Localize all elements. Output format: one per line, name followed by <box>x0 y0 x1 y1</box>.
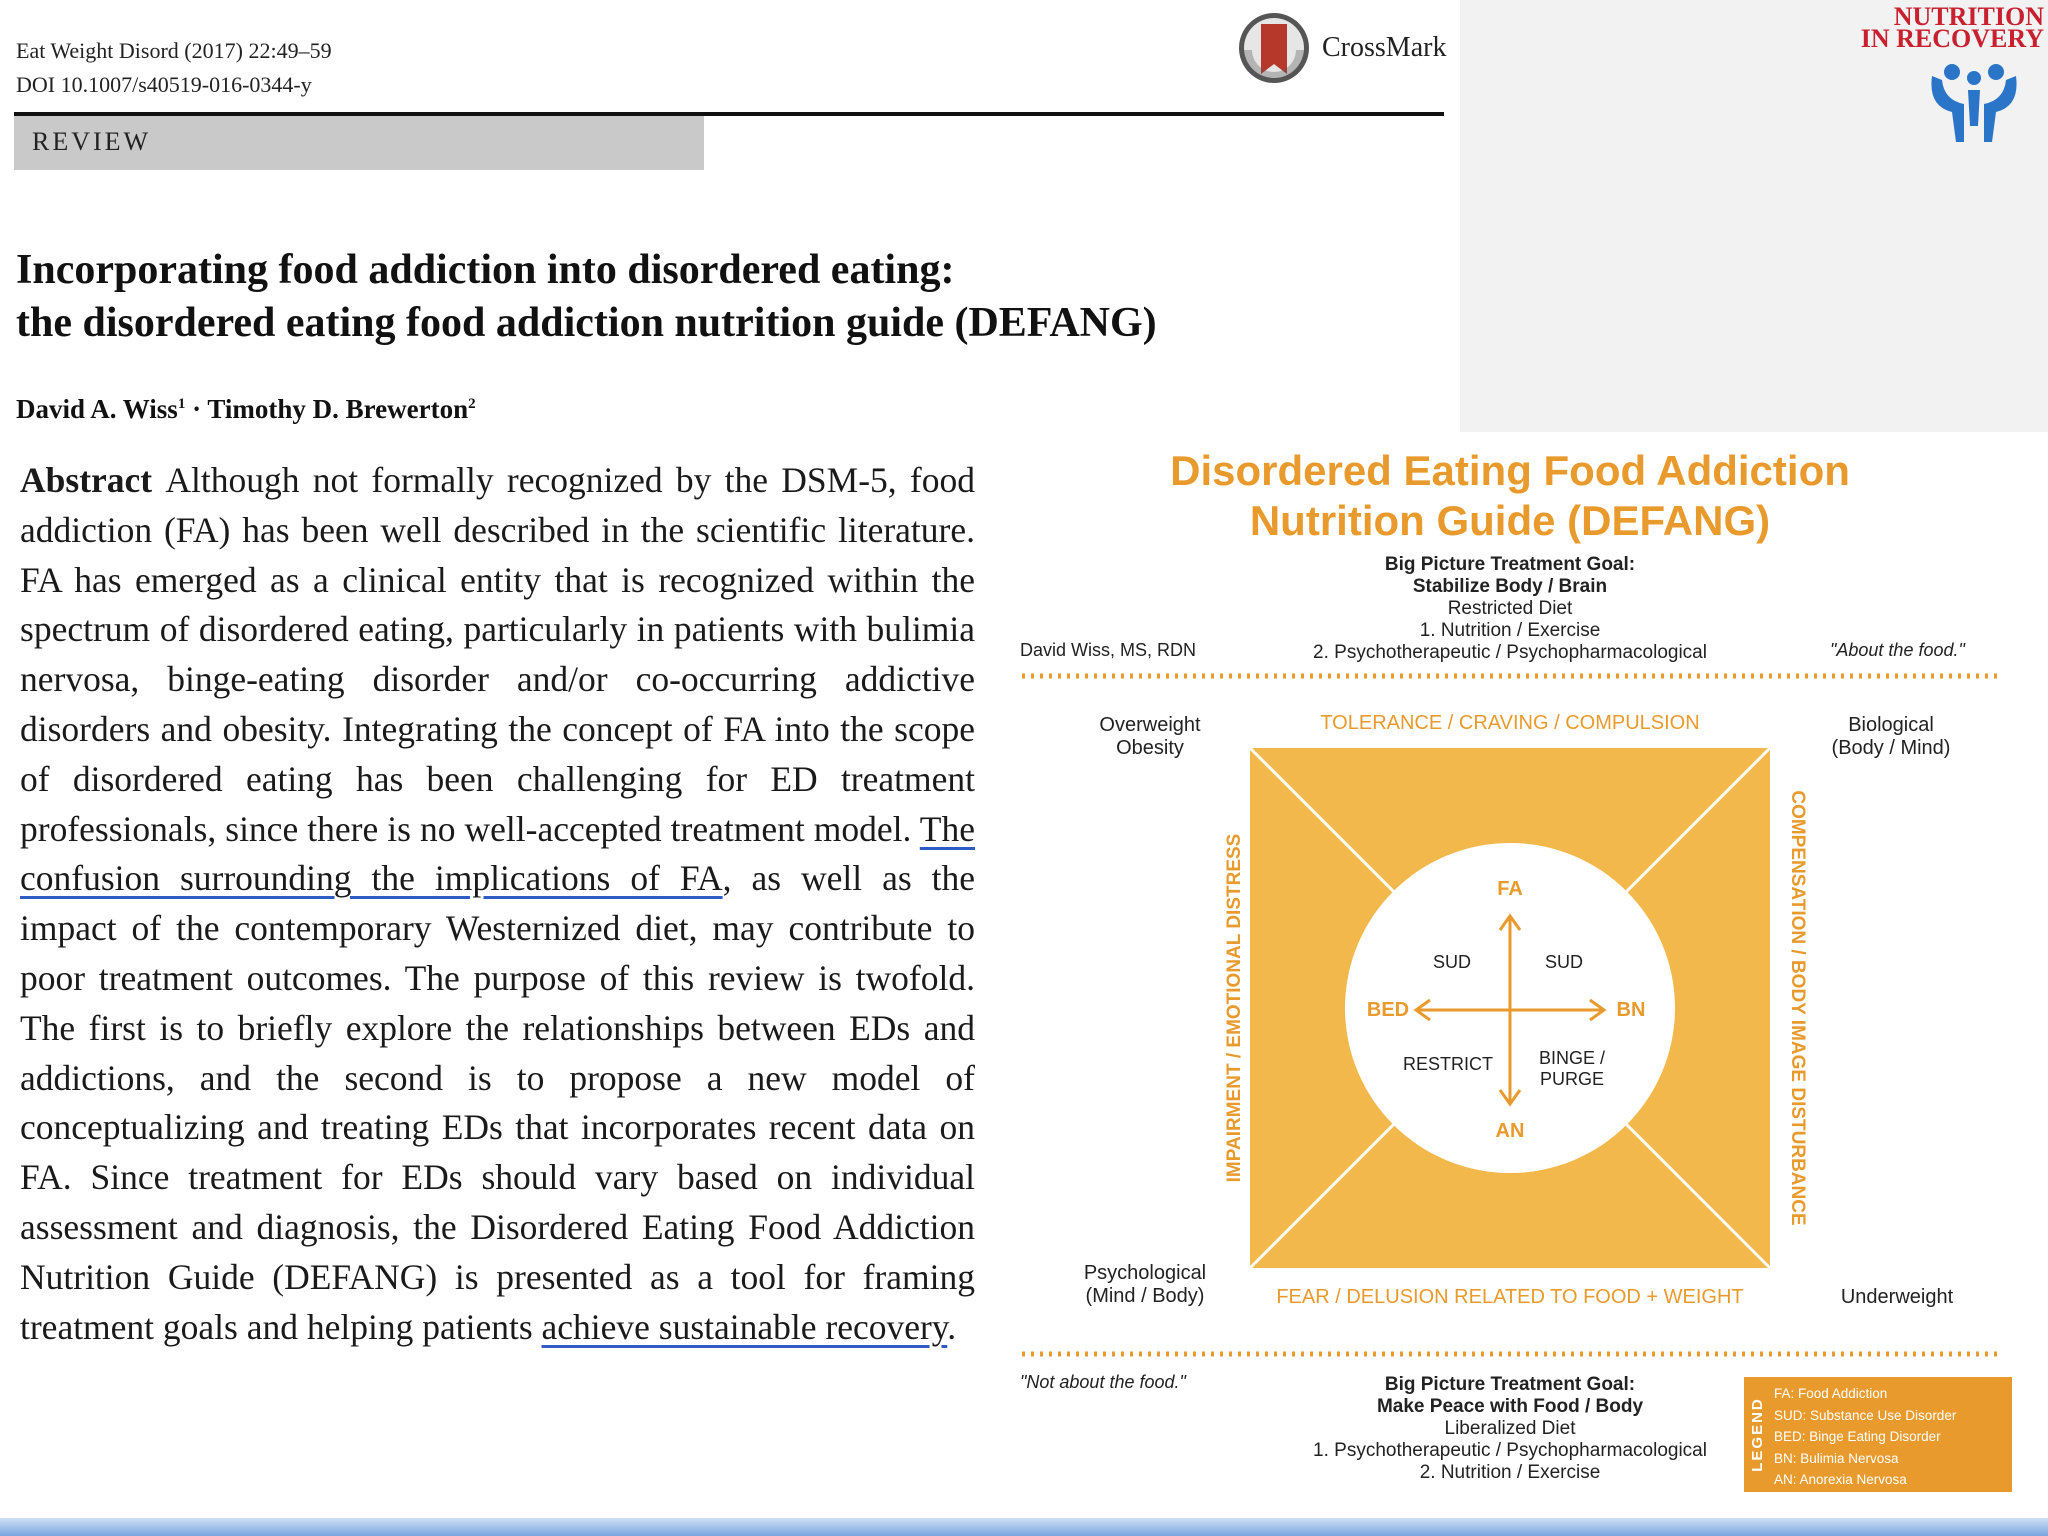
circle-label-sud-right: SUD <box>1544 952 1583 972</box>
side-label-right: COMPENSATION / BODY IMAGE DISTURBANCE <box>1787 790 1808 1226</box>
figure-title-line1: Disordered Eating Food Addiction <box>1170 447 1850 494</box>
abstract-text: . <box>947 1306 957 1347</box>
legend-list <box>1770 1377 1962 1492</box>
goal-heading: Big Picture Treatment Goal: <box>1384 1374 1636 1395</box>
corner-text: Biological <box>1848 714 1934 736</box>
brand-line1: NUTRITION <box>1893 2 2044 31</box>
corner-text: (Mind / Body) <box>1085 1285 1205 1307</box>
abstract-text: , as well as the impact of the contemporary Westernized diet, may contribute to poor treatment outcomes. The purpose of this review is twofold. The first is to briefly explore the relationships between EDs and addictions, and the second is to propose a new model of conceptualizing and treating EDs that incorporates recent data on FA. Since treatment for EDs should vary based on individual assessment and diagnosis, the Disordered Eating Food Addiction Nutrition Guide (DEFANG) is presented as a tool for framing treatment goals and helping patients <box>20 858 975 1347</box>
corner-top-left <box>1080 714 1220 760</box>
corner-text: (Body / Mind) <box>1831 737 1951 759</box>
author-credit: David Wiss, MS, RDN <box>1020 640 1197 660</box>
corner-bottom-left <box>1070 1262 1220 1308</box>
abstract-text: Although not formally recognized by the DSM-5, food addiction (FA) has been well described in the scientific literature. FA has emerged as a clinical entity that is recognized within the spectrum of disordered eating, particularly in patients with bulimia nervosa, binge-eating disorder and/or co-occurring addictive disorders and obesity. Integrating the concept of FA into the scope of disordered eating has been challenging for ED treatment professionals, since there is no well-accepted treatment model. <box>20 460 975 849</box>
abstract-heading: Abstract <box>20 460 153 500</box>
crossmark-label: CrossMark <box>1322 32 1447 63</box>
legend-item: AN: Anorexia Nervosa <box>1774 1472 1907 1487</box>
goal-heading: Big Picture Treatment Goal: <box>1384 554 1636 575</box>
crossmark-icon <box>1236 10 1312 86</box>
highlighted-text: The confusion surrounding the implications of FA <box>20 808 975 899</box>
title-line1: Incorporating food addiction into disordered eating: <box>16 247 955 293</box>
side-label-left: IMPAIRMENT / EMOTIONAL DISTRESS <box>1224 833 1245 1183</box>
goal-subheading: Stabilize Body / Brain <box>1412 576 1608 597</box>
abstract-paragraph <box>20 456 975 1352</box>
highlighted-text: achieve sustainable recovery <box>541 1306 948 1347</box>
section-label: REVIEW <box>32 127 152 156</box>
paper-title <box>16 244 1436 350</box>
circle-label-binge-purge <box>1522 1048 1622 1090</box>
legend-item: FA: Food Addiction <box>1774 1386 1888 1401</box>
nutrition-in-recovery-logo <box>1860 2 2044 151</box>
not-about-food-quote: "Not about the food." <box>1020 1372 1186 1392</box>
figures-logo-icon <box>1924 56 2024 146</box>
circle-label-bn: BN <box>1616 999 1646 1021</box>
author-name[interactable]: Timothy D. Brewerton <box>207 394 469 424</box>
legend-tag-label: LEGEND <box>1748 1397 1766 1472</box>
journal-doi: DOI 10.1007/s40519-016-0344-y <box>16 72 312 97</box>
defang-figure <box>1010 440 2048 1518</box>
corner-text: Obesity <box>1116 737 1184 759</box>
journal-citation-block <box>16 34 332 102</box>
legend-item: BED: Binge Eating Disorder <box>1774 1429 1941 1444</box>
legend-tag <box>1744 1377 1770 1492</box>
corner-text: Overweight <box>1099 714 1201 736</box>
goal-step: 2. Nutrition / Exercise <box>1419 1462 1601 1483</box>
bottom-treatment-goal <box>1260 1374 1760 1484</box>
goal-step: 2. Psychotherapeutic / Psychopharmacological <box>1313 642 1707 663</box>
legend-box <box>1744 1377 2012 1492</box>
goal-diet: Restricted Diet <box>1447 598 1573 619</box>
figure-title-line2: Nutrition Guide (DEFANG) <box>1249 497 1771 544</box>
goal-step: 1. Psychotherapeutic / Psychopharmacological <box>1313 1440 1707 1461</box>
author-name[interactable]: David A. Wiss <box>16 394 178 424</box>
circle-label-bed: BED <box>1366 999 1410 1021</box>
goal-subheading: Make Peace with Food / Body <box>1376 1396 1644 1417</box>
circle-label-restrict: RESTRICT <box>1403 1054 1493 1074</box>
affiliation-sup: 2 <box>468 396 476 412</box>
about-food-quote: "About the food." <box>1830 640 1965 660</box>
circle-label-fa: FA <box>1497 878 1523 900</box>
circle-label-sud-left: SUD <box>1432 952 1471 972</box>
corner-top-right <box>1816 714 1966 760</box>
corner-bottom-right: Underweight <box>1840 1286 1954 1308</box>
legend-item: SUD: Substance Use Disorder <box>1774 1407 1957 1423</box>
bottom-edge-bar <box>0 1518 2048 1536</box>
author-separator: · <box>185 394 208 424</box>
brand-line2: IN RECOVERY <box>1860 24 2044 53</box>
circle-text: BINGE / <box>1538 1048 1605 1068</box>
title-line2: the disordered eating food addiction nutrition guide (DEFANG) <box>16 300 1157 346</box>
author-list <box>16 394 476 425</box>
journal-citation: Eat Weight Disord (2017) 22:49–59 <box>16 38 332 63</box>
side-label-top: TOLERANCE / CRAVING / COMPULSION <box>1320 712 1700 734</box>
circle-label-an: AN <box>1495 1120 1525 1142</box>
side-label-bottom: FEAR / DELUSION RELATED TO FOOD + WEIGHT <box>1276 1286 1744 1308</box>
crossmark-badge[interactable] <box>1236 10 1446 86</box>
defang-diagram <box>1010 440 2048 1518</box>
goal-step: 1. Nutrition / Exercise <box>1419 620 1601 641</box>
corner-text: Psychological <box>1083 1262 1207 1284</box>
circle-text: PURGE <box>1539 1069 1604 1089</box>
affiliation-sup: 1 <box>177 396 186 412</box>
legend-item: BN: Bulimia Nervosa <box>1774 1450 1899 1466</box>
goal-diet: Liberalized Diet <box>1444 1418 1576 1439</box>
